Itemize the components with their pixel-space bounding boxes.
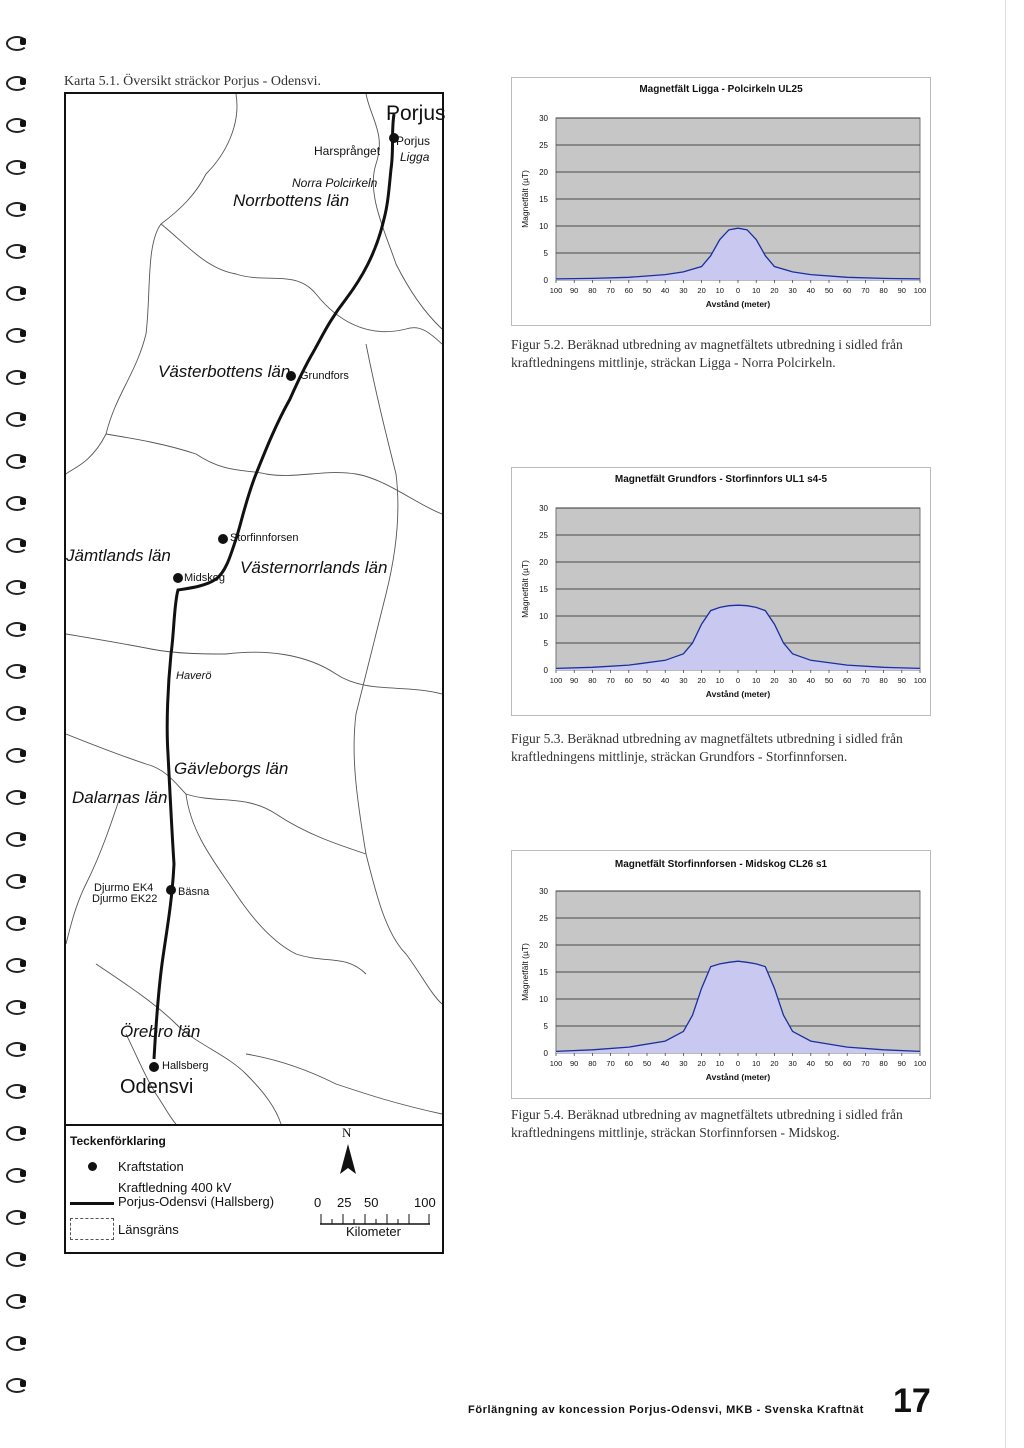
county-borders bbox=[66, 94, 442, 1124]
station-label: Porjus bbox=[396, 134, 431, 148]
page-footer: Förlängning av koncession Porjus-Odensvi, MKB - Svenska Kraftnät bbox=[468, 1404, 864, 1416]
station-label: Ligga bbox=[400, 150, 430, 164]
x-tick-label: 80 bbox=[879, 676, 888, 685]
x-tick-label: 70 bbox=[861, 676, 870, 685]
binding-ring bbox=[6, 1166, 28, 1182]
figure-caption: Figur 5.4. Beräknad utbredning av magnetfältets utbredning i sidled från kraftledningens mittlinje, sträckan Storfinnforsen - Midskog. bbox=[511, 1107, 903, 1140]
y-tick-label: 15 bbox=[539, 195, 548, 204]
binding-ring bbox=[6, 242, 28, 258]
x-tick-label: 90 bbox=[570, 1059, 579, 1068]
y-tick-label: 30 bbox=[539, 887, 548, 896]
x-tick-label: 80 bbox=[588, 676, 597, 685]
binding-ring bbox=[6, 578, 28, 594]
binding-ring bbox=[6, 34, 28, 50]
y-tick-label: 25 bbox=[539, 141, 548, 150]
region-label: Jämtlands län bbox=[66, 546, 171, 565]
y-tick-label: 0 bbox=[543, 1049, 548, 1058]
x-tick-label: 10 bbox=[715, 676, 724, 685]
y-tick-label: 5 bbox=[543, 1022, 548, 1031]
binding-ring bbox=[6, 1082, 28, 1098]
chart-plot bbox=[512, 851, 930, 1096]
y-tick-label: 20 bbox=[539, 941, 548, 950]
binding-ring bbox=[6, 452, 28, 468]
x-tick-label: 90 bbox=[897, 676, 906, 685]
x-tick-label: 0 bbox=[735, 676, 741, 685]
x-tick-label: 80 bbox=[588, 286, 597, 295]
x-axis-label: Avstånd (meter) bbox=[705, 299, 771, 309]
y-tick-label: 10 bbox=[539, 612, 548, 621]
x-tick-label: 0 bbox=[735, 1059, 741, 1068]
chart-title: Magnetfält Ligga - Polcirkeln UL25 bbox=[639, 84, 803, 95]
y-tick-label: 30 bbox=[539, 114, 548, 123]
x-tick-label: 30 bbox=[788, 286, 797, 295]
y-tick-label: 0 bbox=[543, 666, 548, 675]
chart-grundfors-storfinnfors bbox=[511, 467, 931, 716]
station-label: Djurmo EK4 bbox=[94, 882, 154, 894]
x-axis-label: Avstånd (meter) bbox=[705, 689, 771, 699]
overview-map bbox=[64, 92, 444, 1254]
station-label: Bäsna bbox=[178, 886, 210, 898]
binding-ring bbox=[6, 830, 28, 846]
scale-tick: 25 bbox=[337, 1195, 352, 1210]
station-label: Hallsberg bbox=[162, 1060, 209, 1072]
binding-ring bbox=[6, 1292, 28, 1308]
binding-ring bbox=[6, 116, 28, 132]
binding-ring bbox=[6, 326, 28, 342]
line-swatch-icon bbox=[70, 1202, 114, 1205]
region-label: Norrbottens län bbox=[233, 191, 350, 210]
binding-ring bbox=[6, 158, 28, 174]
x-tick-label: 40 bbox=[661, 286, 670, 295]
power-line bbox=[154, 114, 394, 1059]
x-tick-label: 70 bbox=[606, 286, 615, 295]
x-tick-label: 10 bbox=[715, 286, 724, 295]
y-axis-label: Magnetfält (µT) bbox=[520, 170, 530, 228]
legend-station: Kraftstation bbox=[118, 1159, 184, 1174]
x-tick-label: 80 bbox=[588, 1059, 597, 1068]
station-label: Haverö bbox=[176, 670, 212, 682]
station-dot-icon bbox=[88, 1162, 97, 1171]
binding-ring bbox=[6, 662, 28, 678]
station-label: Norra Polcirkeln bbox=[292, 176, 378, 190]
binding-ring bbox=[6, 200, 28, 216]
x-tick-label: 90 bbox=[897, 286, 906, 295]
binding-ring bbox=[6, 536, 28, 552]
binding-ring bbox=[6, 704, 28, 720]
x-tick-label: 60 bbox=[843, 676, 852, 685]
y-tick-label: 25 bbox=[539, 531, 548, 540]
chart-storfinnforsen-midskog bbox=[511, 850, 931, 1099]
scale-tick: 100 bbox=[414, 1195, 436, 1210]
chart-title: Magnetfält Grundfors - Storfinnfors UL1 s4-5 bbox=[614, 474, 828, 485]
legend-title: Teckenförklaring bbox=[70, 1134, 166, 1148]
x-tick-label: 40 bbox=[806, 676, 815, 685]
x-tick-label: 10 bbox=[715, 1059, 724, 1068]
x-tick-label: 30 bbox=[679, 676, 688, 685]
region-label: Porjus bbox=[386, 102, 446, 125]
binding-ring bbox=[6, 1040, 28, 1056]
x-tick-label: 60 bbox=[843, 286, 852, 295]
y-tick-label: 10 bbox=[539, 995, 548, 1004]
x-tick-label: 30 bbox=[788, 676, 797, 685]
y-axis-label: Magnetfält (µT) bbox=[520, 560, 530, 618]
x-tick-label: 50 bbox=[642, 1059, 652, 1068]
scale-unit: Kilometer bbox=[346, 1224, 401, 1239]
region-label: Gävleborgs län bbox=[174, 759, 289, 778]
binding-ring bbox=[6, 284, 28, 300]
x-tick-label: 100 bbox=[549, 676, 563, 685]
x-tick-label: 20 bbox=[770, 286, 779, 295]
x-tick-label: 100 bbox=[913, 1059, 927, 1068]
border-swatch-icon bbox=[70, 1218, 114, 1240]
x-tick-label: 10 bbox=[752, 676, 761, 685]
station-label: Midskog bbox=[184, 572, 225, 584]
region-label: Örebro län bbox=[120, 1022, 201, 1041]
x-tick-label: 20 bbox=[697, 1059, 706, 1068]
x-tick-label: 20 bbox=[770, 676, 779, 685]
y-tick-label: 5 bbox=[543, 249, 548, 258]
x-tick-label: 40 bbox=[661, 1059, 670, 1068]
binding-ring bbox=[6, 1208, 28, 1224]
binding-ring bbox=[6, 1334, 28, 1350]
x-tick-label: 70 bbox=[861, 1059, 870, 1068]
north-arrow-icon bbox=[338, 1144, 358, 1176]
binding-ring bbox=[6, 914, 28, 930]
chart-plot bbox=[512, 78, 930, 323]
binding-ring bbox=[6, 956, 28, 972]
x-tick-label: 90 bbox=[897, 1059, 906, 1068]
y-tick-label: 10 bbox=[539, 222, 548, 231]
x-axis-label: Avstånd (meter) bbox=[705, 1072, 771, 1082]
x-tick-label: 80 bbox=[879, 286, 888, 295]
x-tick-label: 70 bbox=[606, 676, 615, 685]
x-tick-label: 30 bbox=[679, 286, 688, 295]
x-tick-label: 30 bbox=[788, 1059, 797, 1068]
region-label: Dalarnas län bbox=[72, 788, 168, 807]
x-tick-label: 50 bbox=[824, 676, 834, 685]
x-tick-label: 70 bbox=[606, 1059, 615, 1068]
chart-plot bbox=[512, 468, 930, 713]
x-tick-label: 40 bbox=[806, 286, 815, 295]
figure-caption: Figur 5.2. Beräknad utbredning av magnetfältets utbredning i sidled från kraftledningens mittlinje, sträckan Ligga - Norra Polcirkeln. bbox=[511, 337, 903, 370]
x-tick-label: 70 bbox=[861, 286, 870, 295]
binding-ring bbox=[6, 788, 28, 804]
map-canvas bbox=[66, 94, 442, 1124]
binding-ring bbox=[6, 494, 28, 510]
x-tick-label: 60 bbox=[624, 286, 633, 295]
y-tick-label: 30 bbox=[539, 504, 548, 513]
region-label: Västerbottens län bbox=[158, 362, 291, 381]
y-tick-label: 25 bbox=[539, 914, 548, 923]
binding-ring bbox=[6, 368, 28, 384]
x-tick-label: 0 bbox=[735, 286, 741, 295]
chart-ligga-polcirkeln bbox=[511, 77, 931, 326]
x-tick-label: 50 bbox=[824, 286, 834, 295]
x-tick-label: 90 bbox=[570, 286, 579, 295]
x-tick-label: 100 bbox=[913, 286, 927, 295]
station-label: Storfinnforsen bbox=[230, 532, 299, 544]
binding-ring bbox=[6, 410, 28, 426]
y-tick-label: 15 bbox=[539, 585, 548, 594]
map-caption: Karta 5.1. Översikt sträckor Porjus - Odensvi. bbox=[64, 74, 322, 89]
map-legend bbox=[66, 1124, 442, 1254]
binding-ring bbox=[6, 1124, 28, 1140]
x-tick-label: 50 bbox=[642, 286, 652, 295]
station-label: Harsprånget bbox=[314, 144, 381, 158]
binding-ring bbox=[6, 998, 28, 1014]
x-tick-label: 60 bbox=[624, 676, 633, 685]
x-tick-label: 20 bbox=[770, 1059, 779, 1068]
binding-ring bbox=[6, 620, 28, 636]
legend-border: Länsgräns bbox=[118, 1222, 179, 1237]
x-tick-label: 10 bbox=[752, 1059, 761, 1068]
x-tick-label: 40 bbox=[806, 1059, 815, 1068]
station-label: Djurmo EK22 bbox=[92, 893, 158, 905]
station-label: Grundfors bbox=[300, 370, 349, 382]
chart-title: Magnetfält Storfinnforsen - Midskog CL26 s1 bbox=[614, 859, 828, 870]
y-tick-label: 15 bbox=[539, 968, 548, 977]
x-tick-label: 60 bbox=[843, 1059, 852, 1068]
x-tick-label: 20 bbox=[697, 286, 706, 295]
y-tick-label: 20 bbox=[539, 558, 548, 567]
binding-ring bbox=[6, 872, 28, 888]
x-tick-label: 20 bbox=[697, 676, 706, 685]
binding-ring bbox=[6, 1250, 28, 1266]
x-tick-label: 80 bbox=[879, 1059, 888, 1068]
y-tick-label: 5 bbox=[543, 639, 548, 648]
x-tick-label: 50 bbox=[824, 1059, 834, 1068]
figure-caption: Figur 5.3. Beräknad utbredning av magnetfältets utbredning i sidled från kraftledningens mittlinje, sträckan Grundfors - Storfinnforsen. bbox=[511, 731, 903, 764]
x-tick-label: 90 bbox=[570, 676, 579, 685]
x-tick-label: 30 bbox=[679, 1059, 688, 1068]
y-tick-label: 0 bbox=[543, 276, 548, 285]
binding-ring bbox=[6, 74, 28, 90]
legend-line-1: Kraftledning 400 kV bbox=[118, 1180, 232, 1195]
scale-tick: 0 bbox=[314, 1195, 322, 1210]
legend-line-2: Porjus-Odensvi (Hallsberg) bbox=[118, 1194, 275, 1209]
region-label: Odensvi bbox=[120, 1076, 194, 1098]
x-tick-label: 100 bbox=[549, 1059, 563, 1068]
y-tick-label: 20 bbox=[539, 168, 548, 177]
binding-ring bbox=[6, 1376, 28, 1392]
north-label: N bbox=[342, 1125, 352, 1140]
x-tick-label: 50 bbox=[642, 676, 652, 685]
x-tick-label: 40 bbox=[661, 676, 670, 685]
x-tick-label: 60 bbox=[624, 1059, 633, 1068]
x-tick-label: 100 bbox=[549, 286, 563, 295]
scale-tick: 50 bbox=[364, 1195, 379, 1210]
y-axis-label: Magnetfält (µT) bbox=[520, 943, 530, 1001]
binding-ring bbox=[6, 746, 28, 762]
x-tick-label: 100 bbox=[913, 676, 927, 685]
region-label: Västernorrlands län bbox=[240, 558, 388, 577]
page-edge bbox=[1005, 0, 1006, 1448]
spiral-binding bbox=[0, 0, 40, 1448]
page-number: 17 bbox=[893, 1382, 931, 1420]
x-tick-label: 10 bbox=[752, 286, 761, 295]
